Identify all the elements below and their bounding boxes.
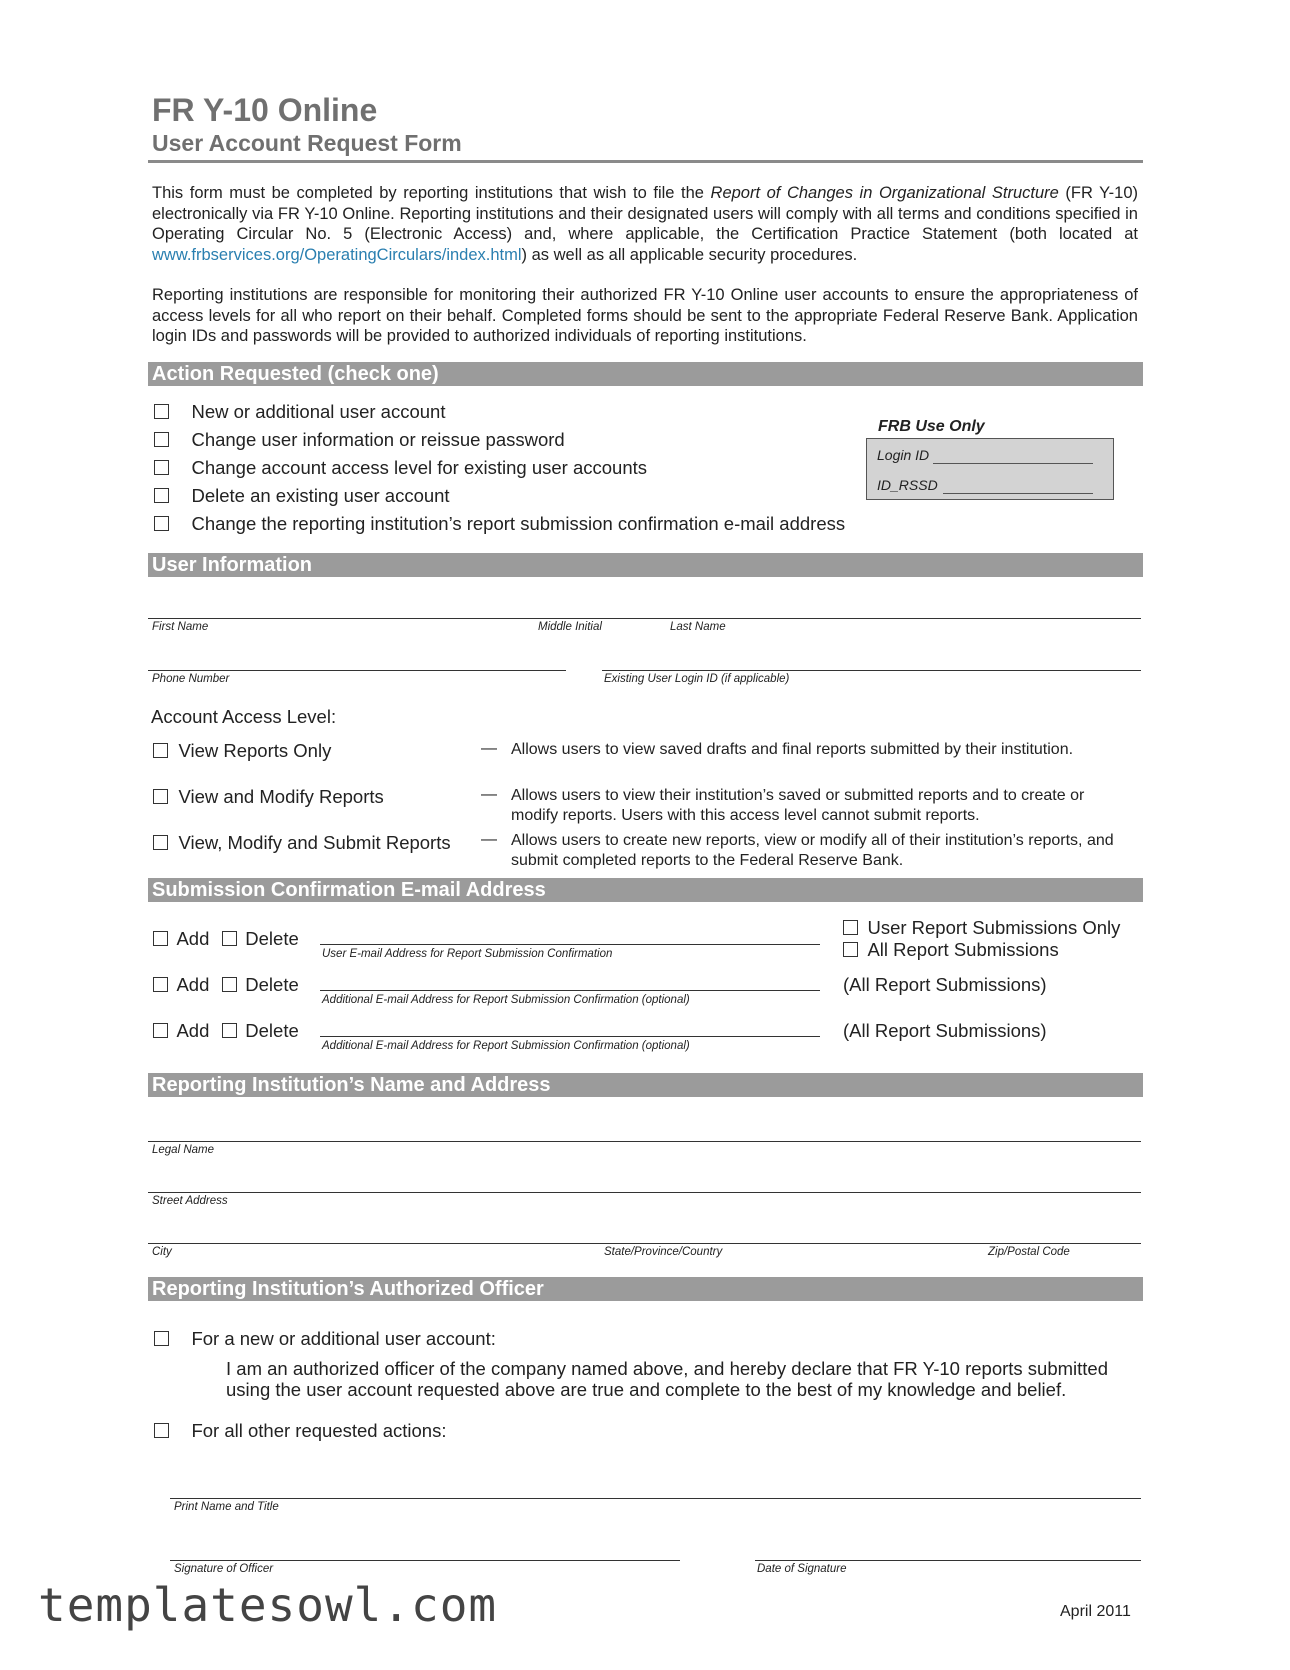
option-label: Change user information or reissue password: [191, 429, 565, 450]
frb-login-line: [933, 463, 1093, 464]
section-header-email: Submission Confirmation E-mail Address: [148, 878, 1143, 902]
option-label: Change the reporting institution’s report submission confirmation e-mail address: [191, 513, 846, 534]
frb-use-only-title: FRB Use Only: [878, 418, 985, 435]
checkbox[interactable]: [154, 1331, 169, 1346]
delete-label: Delete: [245, 928, 299, 949]
option-label: For a new or additional user account:: [191, 1328, 496, 1349]
checkbox[interactable]: [153, 743, 168, 758]
dash: —: [481, 831, 497, 848]
name-field-line[interactable]: [148, 618, 1141, 619]
add-label: Add: [176, 974, 210, 995]
checkbox[interactable]: [154, 404, 169, 419]
add-checkbox[interactable]: [153, 977, 168, 992]
access-view-only[interactable]: [153, 740, 332, 763]
phone-field-line[interactable]: [148, 670, 566, 671]
intro-paragraph-1: [152, 183, 1138, 265]
access-level-label: Account Access Level:: [151, 706, 337, 727]
delete-label: Delete: [245, 974, 299, 995]
intro-text: (FR Y-10) electronically via FR Y-10 Online. Reporting institutions and their designated users will comply with all terms and conditions specified in Operating Circular No. 5 (Electronic Access) and, where applicable, the Certification Practice Statement (both located at: [152, 184, 1139, 243]
report-name: Report of Changes in Organizational Structure: [710, 184, 1059, 202]
option-label: New or additional user account: [191, 401, 446, 422]
existing-login-label: Existing User Login ID (if applicable): [604, 673, 790, 685]
city-state-zip-line[interactable]: [148, 1243, 1141, 1244]
action-option-4[interactable]: [154, 485, 450, 508]
checkbox[interactable]: [153, 789, 168, 804]
zip-label: Zip/Postal Code: [988, 1246, 1070, 1258]
option-label: User Report Submissions Only: [867, 917, 1121, 938]
intro-text: This form must be completed by reporting institutions that wish to file the: [152, 184, 711, 202]
action-option-5[interactable]: [154, 513, 846, 536]
form-date: April 2011: [1060, 1603, 1131, 1620]
first-name-label: First Name: [152, 621, 209, 633]
access-view-modify[interactable]: [153, 786, 384, 809]
section-header-officer: Reporting Institution’s Authorized Officer: [148, 1277, 1143, 1301]
add-checkbox[interactable]: [153, 931, 168, 946]
all-submissions-note: (All Report Submissions): [843, 974, 1047, 995]
opt-all-submissions[interactable]: [843, 939, 1059, 962]
section-header-institution: Reporting Institution’s Name and Address: [148, 1073, 1143, 1097]
action-option-3[interactable]: [154, 457, 648, 480]
delete-label: Delete: [245, 1020, 299, 1041]
header-divider: [148, 160, 1143, 163]
access-level-name: View and Modify Reports: [178, 786, 384, 807]
date-signature-label: Date of Signature: [757, 1563, 847, 1575]
delete-checkbox[interactable]: [222, 931, 237, 946]
access-level-desc: Allows users to create new reports, view or modify all of their institution’s reports, and submit completed reports to the Federal Reserve Bank.: [511, 832, 1114, 869]
checkbox[interactable]: [843, 920, 858, 935]
frb-use-only-box: [866, 438, 1114, 500]
action-option-2[interactable]: [154, 429, 565, 452]
middle-initial-label: Middle Initial: [538, 621, 602, 633]
dash: —: [481, 786, 497, 803]
access-level-name: View, Modify and Submit Reports: [178, 832, 451, 853]
access-level-name: View Reports Only: [178, 740, 332, 761]
checkbox[interactable]: [154, 432, 169, 447]
option-label: All Report Submissions: [867, 939, 1059, 960]
officer-declaration: I am an authorized officer of the company named above, and hereby declare that FR Y-10 reports submitted using the user account requested above are true and complete to the best of my knowledge and belief.: [226, 1358, 1109, 1400]
email-field-1-line[interactable]: [320, 944, 820, 945]
watermark: templatesowl.com: [38, 1578, 498, 1632]
checkbox[interactable]: [154, 488, 169, 503]
checkbox[interactable]: [154, 516, 169, 531]
checkbox[interactable]: [154, 1423, 169, 1438]
street-address-line[interactable]: [148, 1192, 1141, 1193]
legal-name-label: Legal Name: [152, 1144, 215, 1156]
intro-text: ) as well as all applicable security procedures.: [521, 245, 858, 264]
signature-label: Signature of Officer: [174, 1563, 274, 1575]
action-option-1[interactable]: [154, 401, 446, 424]
existing-login-field-line[interactable]: [602, 670, 1141, 671]
last-name-label: Last Name: [670, 621, 726, 633]
section-header-action: Action Requested (check one): [148, 362, 1143, 386]
add-label: Add: [176, 928, 210, 949]
frb-login-label: Login ID: [877, 447, 930, 463]
option-label: Change account access level for existing user accounts: [191, 457, 648, 478]
section-header-user-info: User Information: [148, 553, 1143, 577]
operating-circulars-link[interactable]: www.frbservices.org/OperatingCirculars/index.html: [152, 245, 522, 264]
checkbox[interactable]: [154, 460, 169, 475]
email-row-1-actions: [153, 928, 299, 951]
checkbox[interactable]: [153, 835, 168, 850]
state-label: State/Province/Country: [604, 1246, 723, 1258]
email-row-3-actions: [153, 1020, 299, 1043]
form-title: FR Y-10 Online: [152, 92, 378, 128]
access-view-modify-submit[interactable]: [153, 832, 451, 855]
all-submissions-note: (All Report Submissions): [843, 1020, 1047, 1041]
email-field-1-label: User E-mail Address for Report Submission Confirmation: [322, 948, 613, 960]
frb-rssd-label: ID_RSSD: [877, 477, 938, 493]
add-label: Add: [176, 1020, 210, 1041]
phone-number-label: Phone Number: [152, 673, 230, 685]
street-address-label: Street Address: [152, 1195, 228, 1207]
option-label: For all other requested actions:: [191, 1420, 447, 1441]
email-row-2-actions: [153, 974, 299, 997]
signature-line[interactable]: [170, 1560, 680, 1561]
print-name-line[interactable]: [170, 1498, 1141, 1499]
checkbox[interactable]: [843, 942, 858, 957]
frb-rssd-line: [943, 493, 1093, 494]
email-field-2-label: Additional E-mail Address for Report Submission Confirmation (optional): [322, 994, 690, 1006]
city-label: City: [152, 1246, 172, 1258]
email-field-3-label: Additional E-mail Address for Report Submission Confirmation (optional): [322, 1040, 690, 1052]
officer-other-actions[interactable]: [154, 1420, 447, 1443]
add-checkbox[interactable]: [153, 1023, 168, 1038]
officer-new-account[interactable]: [154, 1328, 496, 1351]
email-field-2-line[interactable]: [320, 990, 820, 991]
form-subtitle: User Account Request Form: [152, 130, 462, 156]
dash: —: [481, 740, 497, 757]
date-signature-line[interactable]: [755, 1560, 1141, 1561]
option-label: Delete an existing user account: [191, 485, 450, 506]
opt-user-submissions[interactable]: [843, 917, 1121, 940]
print-name-label: Print Name and Title: [174, 1501, 279, 1513]
email-field-3-line[interactable]: [320, 1036, 820, 1037]
access-level-desc: Allows users to view their institution’s saved or submitted reports and to create or modify reports. Users with this access level cannot submit reports.: [511, 787, 1085, 824]
delete-checkbox[interactable]: [222, 977, 237, 992]
access-level-desc: Allows users to view saved drafts and final reports submitted by their institution.: [511, 741, 1074, 758]
legal-name-line[interactable]: [148, 1141, 1141, 1142]
intro-paragraph-2: Reporting institutions are responsible for monitoring their authorized FR Y-10 Online user accounts to ensure the appropriateness of access levels for all who report on their behalf. Completed forms should be sent to the appropriate Federal Reserve Bank. Application login IDs and passwords will be provided to authorized individuals of reporting institutions.: [152, 286, 1138, 345]
delete-checkbox[interactable]: [222, 1023, 237, 1038]
